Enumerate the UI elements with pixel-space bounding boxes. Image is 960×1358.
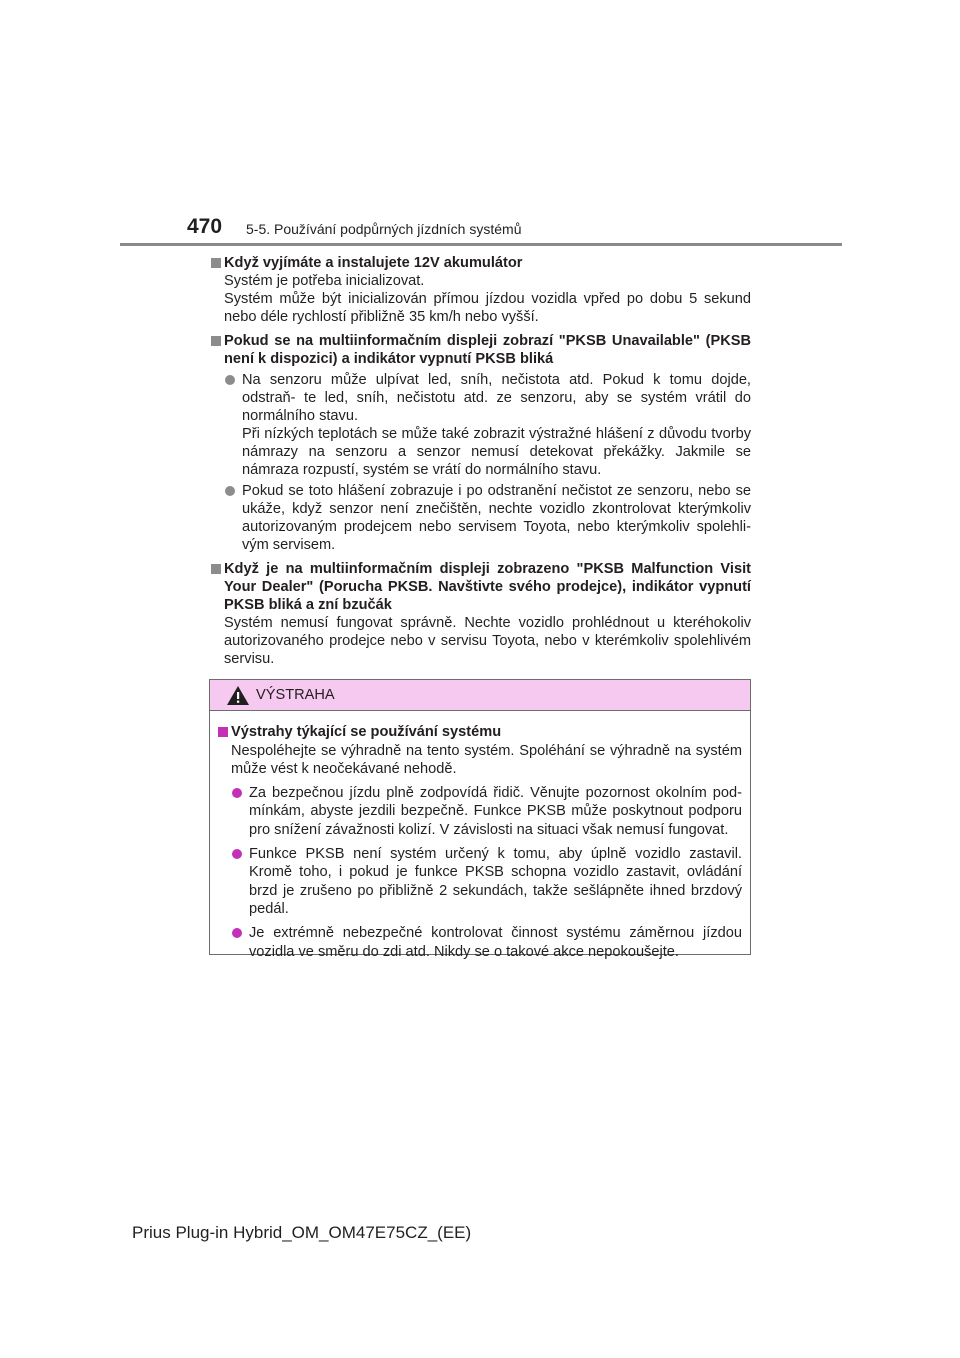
warning-title: VÝSTRAHA [256,687,335,703]
square-bullet-icon [218,727,228,737]
warning-intro: Nespoléhejte se výhradně na tento systém. Spoléhání se výhradně na systém může vést k neočekávané nehodě. [231,742,742,778]
circle-bullet-icon [225,375,235,385]
subsection-pksb-unavailable [211,332,751,554]
page-number: 470 [187,215,223,238]
page-footer: Prius Plug-in Hybrid_OM_OM47E75CZ_(EE) [132,1223,472,1242]
warning-triangle-icon [227,686,249,705]
subsection-text: Systém je potřeba inicializovat. Systém může být inicializován přímou jízdou vozidla vpřed po dobu 5 sekund nebo déle rychlostí přibližně 35 km/h nebo vyšší. [224,273,751,325]
section-title: 5-5. Používání podpůrných jízdních systémů [246,221,522,237]
warning-heading: Výstrahy týkající se používání systému [231,724,502,740]
list-item [218,784,742,840]
square-bullet-icon [211,564,221,574]
main-content [211,254,751,674]
list-item-text: Je extrémně nebezpečné kontrolovat činnost systému záměrnou jízdou vozidla ve směru do zdi atd. Nikdy se o takové akce nepokoušejte. [249,924,742,960]
circle-bullet-icon [232,788,242,798]
header-divider [120,243,842,246]
circle-bullet-icon [232,849,242,859]
list-item [211,482,751,554]
list-item-text: Na senzoru může ulpívat led, sníh, nečistota atd. Pokud k tomu dojde, odstraň- te led, sníh, nečistotu atd. ze senzoru, aby se systém vrátil do normálního stavu. Při nízkých teplotách se může také zobrazit výstražné hlášení z důvodu tvorby námrazy na senzoru a senzor nemusí detekovat překážky. Jakmile se námraza rozpustí, systém se vrátí do normálního stavu. [242,372,751,478]
list-item-text: Za bezpečnou jízdu plně zodpovídá řidič. Věnujte pozornost okolním pod- mínkám, abyste jezdili bezpečně. Funkce PKSB může poskytnout podporu pro snížení závažnosti kolizí. V závislosti na situaci však nemusí fungovat. [249,784,742,838]
warning-box [209,679,751,960]
subsection-battery [211,254,751,326]
subsection-text: Systém nemusí fungovat správně. Nechte vozidlo prohlédnout u kteréhokoliv autorizovaného prodejce nebo v servisu Toyota, nebo v kterémkoliv spolehlivém servisu. [224,615,751,667]
warning-body [210,711,750,961]
square-bullet-icon [211,258,221,268]
circle-bullet-icon [225,486,235,496]
circle-bullet-icon [232,928,242,938]
square-bullet-icon [211,336,221,346]
subsection-pksb-malfunction [211,560,751,668]
warning-header [210,680,750,711]
page-header [187,216,787,242]
list-item [218,924,742,961]
subsection-heading: Když je na multiinformačním displeji zobrazeno "PKSB Malfunction Visit Your Dealer" (Porucha PKSB. Navštivte svého prodejce), indikátor vypnutí PKSB bliká a zní bzučák [224,561,751,613]
list-item [211,371,751,479]
list-item-text: Pokud se toto hlášení zobrazuje i po odstranění nečistot ze senzoru, nebo se ukáže, když senzor není znečištěn, nechte vozidlo zkontrolovat kterýmkoliv autorizovaným prodejcem nebo servisem Toyota, nebo kterýmkoliv spolehli- vým servisem. [242,483,751,553]
list-item-text: Funkce PKSB není systém určený k tomu, aby úplně vozidlo zastavil. Kromě toho, i pokud je funkce PKSB schopna vozidlo zastavit, ovládání brzd je zrušeno po přibližně 2 sekundách, takže sešlápněte ihned brzdový pedál. [249,845,742,918]
list-item [218,845,742,919]
subsection-heading: Když vyjímáte a instalujete 12V akumulátor [224,255,523,271]
subsection-heading: Pokud se na multiinformačním displeji zobrazí "PKSB Unavailable" (PKSB není k dispozici) a indikátor vypnutí PKSB bliká [224,333,751,367]
